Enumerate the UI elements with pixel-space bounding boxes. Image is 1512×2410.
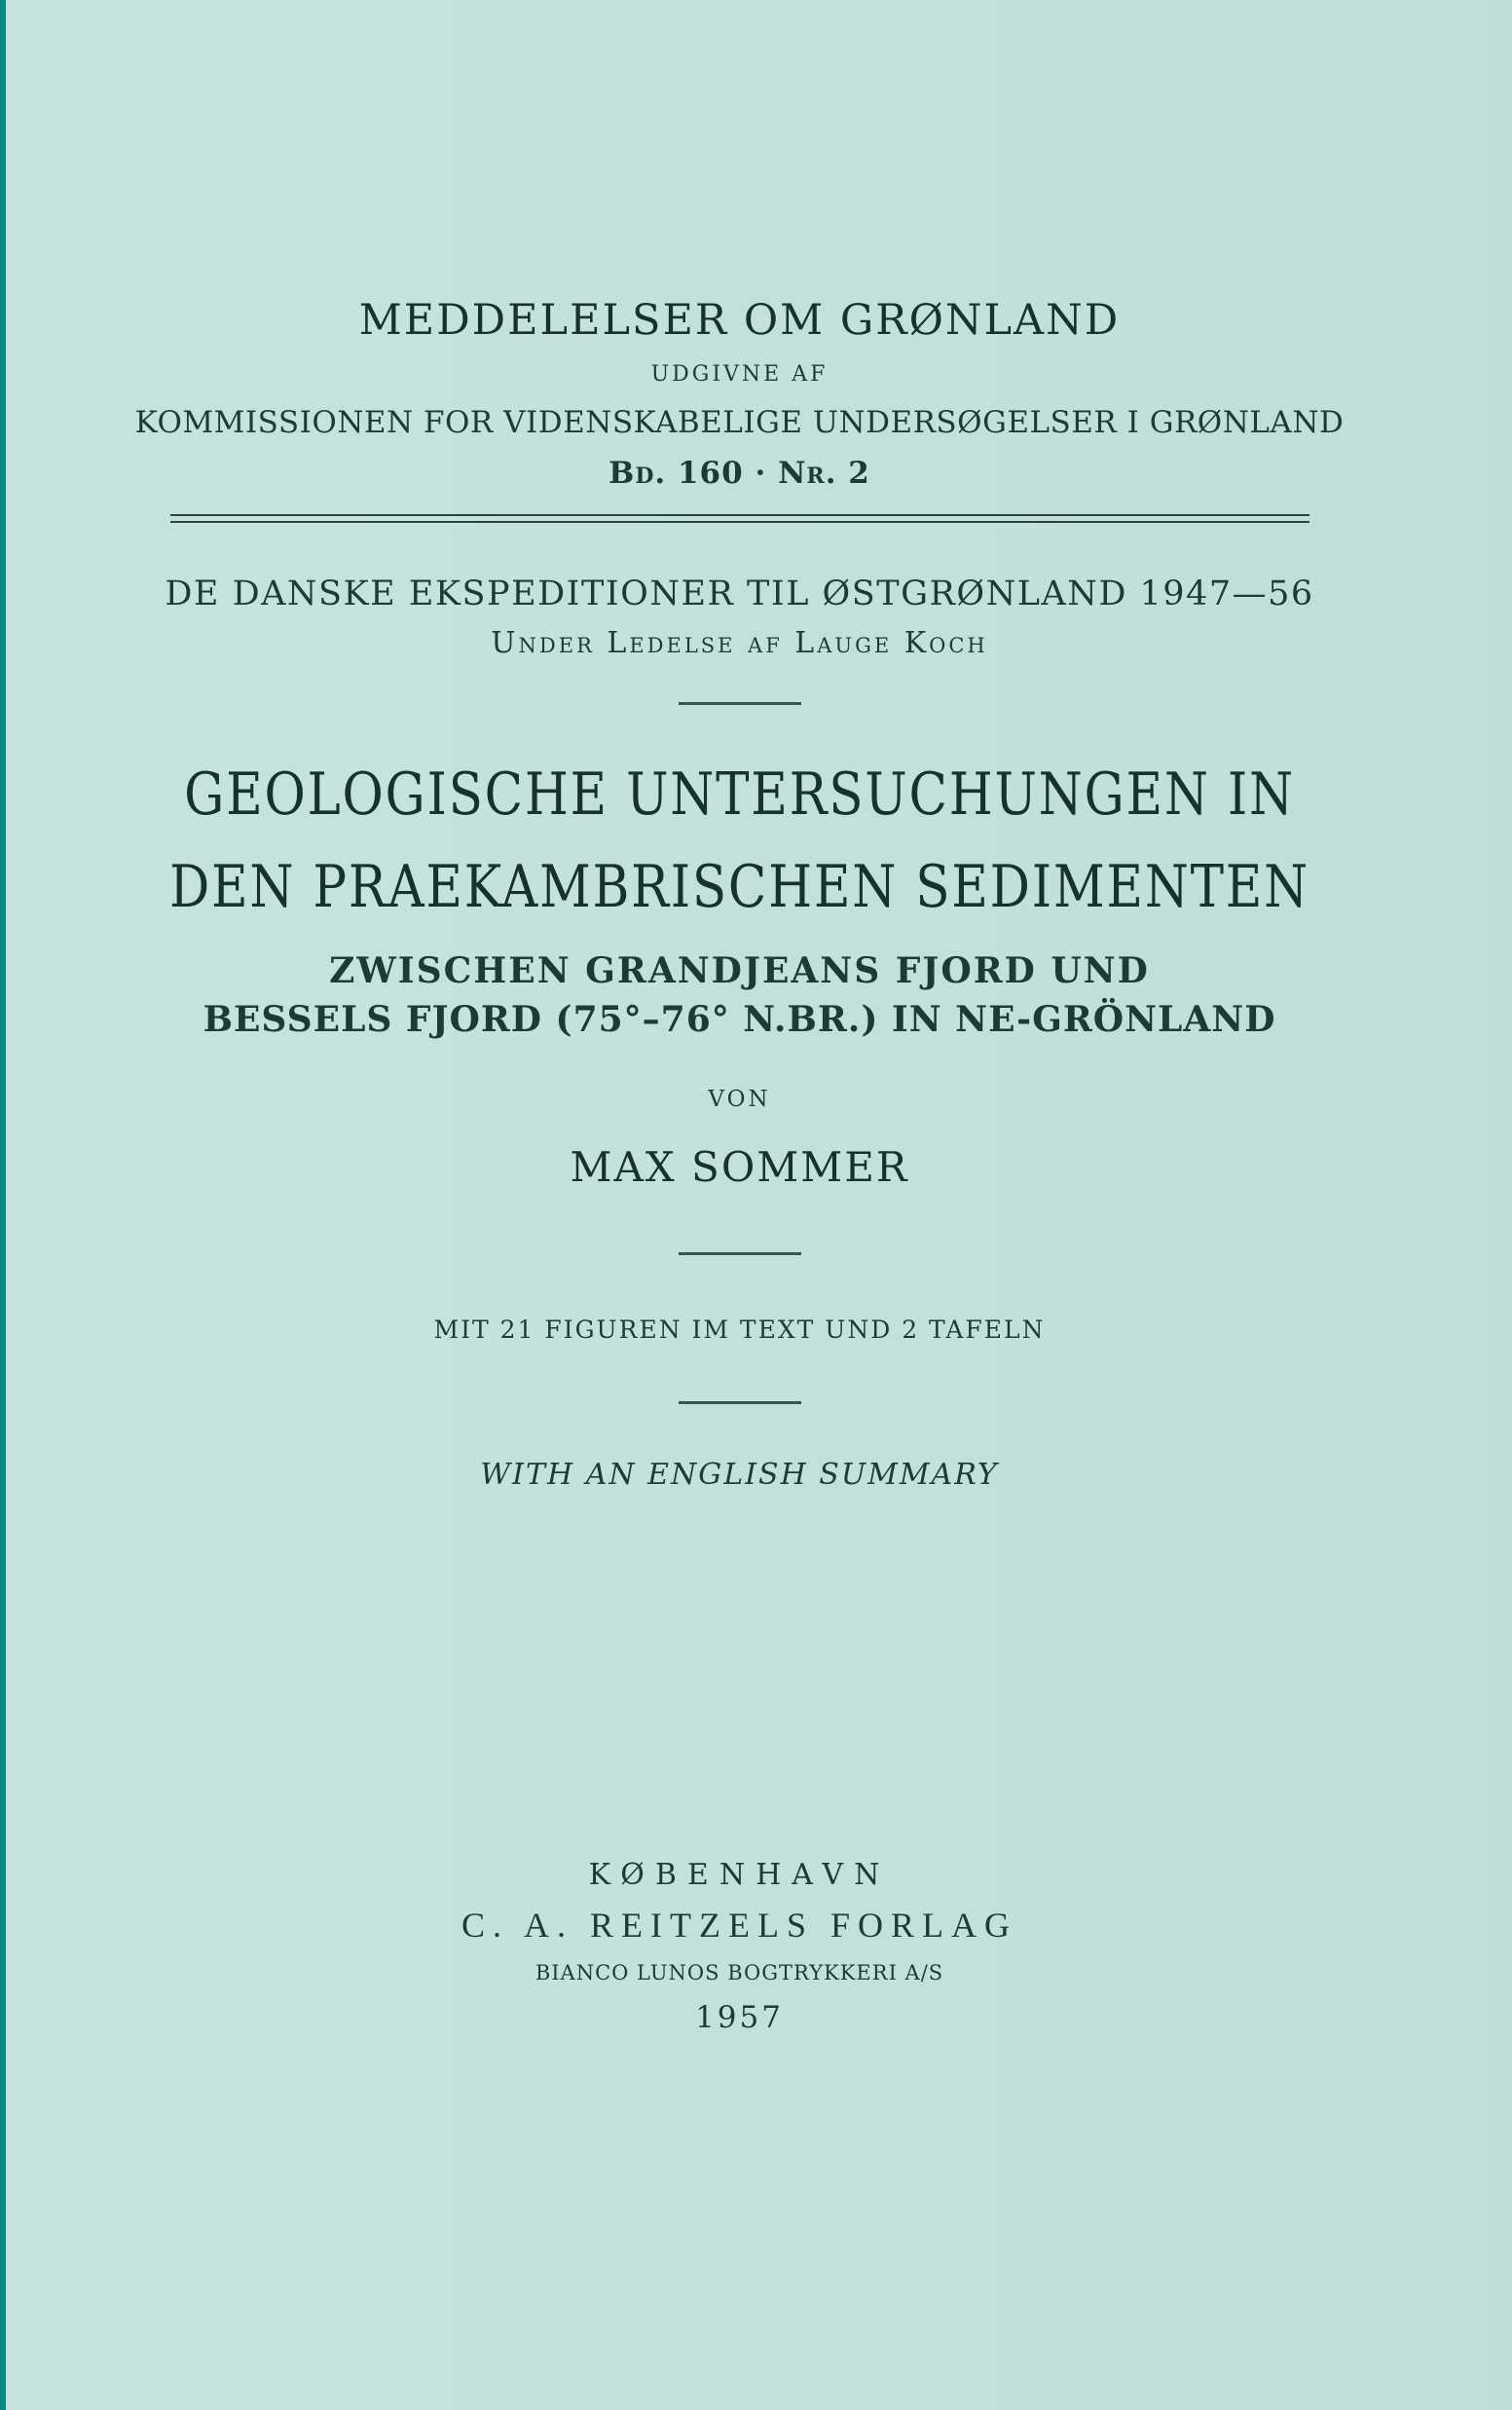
title-page-content — [6, 0, 1473, 2410]
section-divider-rule — [679, 1401, 801, 1404]
series-title: MEDDELELSER OM GRØNLAND — [358, 296, 1121, 345]
author-name: MAX SOMMER — [570, 1143, 909, 1191]
published-by-label: UDGIVNE AF — [650, 362, 829, 387]
imprint-publisher: C. A. REITZELS FORLAG — [461, 1906, 1017, 1945]
volume-number: Bd. 160 · Nr. 2 — [608, 456, 870, 491]
work-subtitle-line2: BESSELS FJORD (75°–76° N.BR.) IN NE-GRÖNLAND — [203, 999, 1276, 1040]
expedition-leader-line: Under Ledelse af Lauge Koch — [491, 626, 988, 660]
work-title-line2: DEN PRAEKAMBRISCHEN SEDIMENTEN — [168, 853, 1310, 921]
work-title-line1: GEOLOGISCHE UNTERSUCHUNGEN IN — [184, 760, 1295, 829]
figures-note: MIT 21 FIGUREN IM TEXT UND 2 TAFELN — [433, 1316, 1046, 1344]
author-byline-label: VON — [708, 1087, 771, 1112]
expedition-series-line: DE DANSKE EKSPEDITIONER TIL ØSTGRØNLAND 1947—56 — [165, 575, 1314, 613]
imprint-city: KØBENHAVN — [588, 1858, 891, 1892]
section-divider-rule — [679, 1252, 801, 1255]
section-divider-rule — [679, 702, 801, 705]
imprint-printer: BIANCO LUNOS BOGTRYKKERI A/S — [535, 1961, 944, 1984]
work-subtitle-line1: ZWISCHEN GRANDJEANS FJORD UND — [329, 950, 1150, 991]
imprint-year: 1957 — [695, 2000, 784, 2035]
commission-name: KOMMISSIONEN FOR VIDENSKABELIGE UNDERSØGELSER I GRØNLAND — [134, 405, 1345, 440]
double-rule-divider — [170, 514, 1309, 523]
english-summary-note: WITH AN ENGLISH SUMMARY — [480, 1458, 999, 1492]
